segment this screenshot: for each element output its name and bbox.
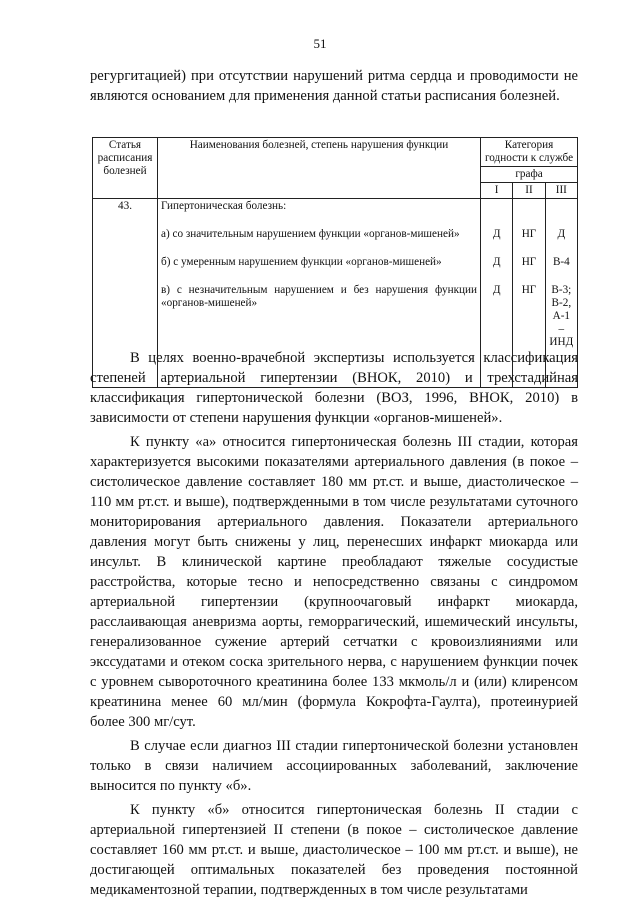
item-a-col-iii: Д xyxy=(557,228,566,240)
item-b-col-i: Д xyxy=(492,256,501,268)
paragraph: К пункту «а» относится гипертоническая болезнь III стадии, которая характеризуется высокими показателями артериального давления (в покое – систолическое давление составляет 180 мм рт.ст. и выше, диастолическое – 110 мм рт.ст. и выше), подтвержденными в том числе результатами суточного мониторирования артериального давления. Показатели артериального давления могут быть снижены у лиц, перенесших инфаркт миокарда или инсульт. В клинической картине преобладают тяжелые сосудистые расстройства, которые тесно и непосредственно связаны с синдромом артериальной гипертензии (крупноочаговый инфаркт миокарда, расслаивающая аневризма аорты, геморрагический, ишемический инсульты, генерализованное сужение артерий сетчатки с кровоизлияниями или экссудатами и отеком соска зрительного нерва, с нарушением функции почек с уровнем сывороточного креатинина более 133 мкмоль/л и (или) клиренсом креатинина менее 60 мл/мин (формула Кокрофта-Гаулта), протеинурией более 300 мг/сут. xyxy=(90,434,578,730)
item-c-col-i: Д xyxy=(492,284,501,296)
item-b-col-iii: В-4 xyxy=(552,256,570,268)
paragraph: В целях военно-врачебной экспертизы используется классификация степеней артериальной гипертензии (ВНОК, 2010) и трехстадийная классификация гипертонической болезни (ВОЗ, 1996, ВНОК, 2010) в зависимости от степени нарушения функции «органов-мишеней». xyxy=(90,350,578,426)
item-a-text: а) со значительным нарушением функции «органов-мишеней» xyxy=(161,228,460,240)
item-b-col-ii: НГ xyxy=(521,256,537,268)
header-column-group: графа xyxy=(481,167,578,183)
body-text xyxy=(90,348,578,900)
header-col-iii: III xyxy=(545,183,577,199)
row-article: 43. xyxy=(93,199,158,388)
item-a-col-ii: НГ xyxy=(521,228,537,240)
page-number: 51 xyxy=(313,36,327,51)
paragraph: К пункту «б» относится гипертоническая болезнь II стадии с артериальной гипертензией II степени (в покое – систолическое давление составляет 160 мм рт.ст. и выше, диастолическое – 100 мм рт.ст. и выше), не достигающей оптимальных показателей без проведения постоянной медикаментозной терапии, подтвержденных в том числе результатами xyxy=(90,802,578,898)
item-a-col-i: Д xyxy=(492,228,501,240)
table-header-row xyxy=(93,138,578,167)
header-col-i: I xyxy=(481,183,513,199)
header-article: Статья расписания болезней xyxy=(93,138,158,199)
item-c-col-ii: НГ xyxy=(521,284,537,296)
header-col-ii: II xyxy=(513,183,545,199)
header-category: Категория годности к службе xyxy=(481,138,578,167)
header-disease-name: Наименования болезней, степень нарушения функции xyxy=(158,138,481,199)
item-b-text: б) с умеренным нарушением функции «органов-мишеней» xyxy=(161,256,442,268)
intro-paragraph xyxy=(90,66,578,106)
item-c-col-iii: В-3; В-2, А-1 – ИНД xyxy=(549,284,574,348)
intro-text: регургитацией) при отсутствии нарушений ритма сердца и проводимости не являются основанием для применения данной статьи расписания болезней. xyxy=(90,68,578,104)
paragraph: В случае если диагноз III стадии гипертонической болезни установлен только в связи наличием ассоциированных заболеваний, заключение выносится по пункту «б». xyxy=(90,738,578,794)
disease-title: Гипертоническая болезнь: xyxy=(161,200,287,212)
item-c-text: в) с незначительным нарушением и без нарушения функции «органов-мишеней» xyxy=(161,284,477,309)
